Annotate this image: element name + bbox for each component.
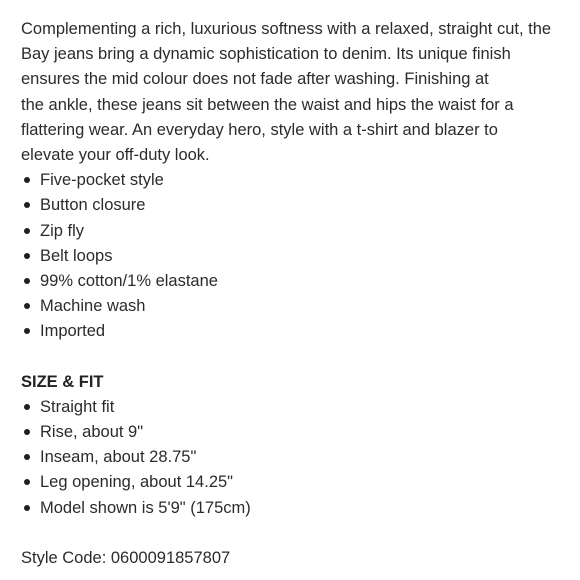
feature-text: Machine wash — [40, 297, 146, 316]
bullet-icon — [24, 505, 30, 511]
feature-text: Zip fly — [40, 221, 85, 240]
size-fit-text: Straight fit — [40, 397, 115, 416]
bullet-icon — [24, 429, 30, 435]
feature-text: 99% cotton/1% elastane — [40, 271, 218, 290]
size-fit-list — [21, 395, 566, 521]
bullet-icon — [24, 303, 30, 309]
size-fit-item — [21, 496, 566, 521]
product-details — [21, 17, 566, 571]
spacer — [21, 345, 566, 370]
feature-item — [21, 219, 566, 244]
bullet-icon — [24, 404, 30, 410]
feature-item — [21, 244, 566, 269]
feature-item — [21, 193, 566, 218]
size-fit-text: Leg opening, about 14.25" — [40, 473, 234, 492]
feature-text: Five-pocket style — [40, 171, 164, 190]
feature-text: Button closure — [40, 196, 146, 215]
size-fit-item — [21, 420, 566, 445]
size-fit-text: Rise, about 9" — [40, 423, 144, 442]
bullet-icon — [24, 328, 30, 334]
spacer — [21, 521, 566, 546]
description-line: flattering wear. An everyday hero, style with a t-shirt and blazer to — [21, 120, 498, 139]
size-fit-text: Inseam, about 28.75" — [40, 448, 197, 467]
size-fit-heading: SIZE & FIT — [21, 372, 104, 391]
bullet-icon — [24, 177, 30, 183]
size-fit-item — [21, 395, 566, 420]
size-fit-item — [21, 470, 566, 495]
size-fit-text: Model shown is 5'9" (175cm) — [40, 498, 251, 517]
feature-list — [21, 168, 566, 344]
description-line: elevate your off-duty look. — [21, 146, 210, 165]
feature-item — [21, 319, 566, 344]
feature-item — [21, 168, 566, 193]
size-fit-item — [21, 445, 566, 470]
product-description — [21, 17, 566, 168]
bullet-icon — [24, 479, 30, 485]
feature-item — [21, 294, 566, 319]
bullet-icon — [24, 253, 30, 259]
style-code: Style Code: 0600091857807 — [21, 549, 231, 568]
feature-text: Belt loops — [40, 246, 113, 265]
bullet-icon — [24, 228, 30, 234]
feature-text: Imported — [40, 322, 106, 341]
bullet-icon — [24, 202, 30, 208]
bullet-icon — [24, 454, 30, 460]
bullet-icon — [24, 278, 30, 284]
description-line: the ankle, these jeans sit between the waist and hips the waist for a — [21, 95, 514, 114]
feature-item — [21, 269, 566, 294]
description-line: Complementing a rich, luxurious softness with a relaxed, straight cut, the — [21, 20, 552, 38]
description-line: Bay jeans bring a dynamic sophistication to denim. Its unique finish — [21, 45, 511, 64]
description-line: ensures the mid colour does not fade after washing. Finishing at — [21, 70, 489, 89]
